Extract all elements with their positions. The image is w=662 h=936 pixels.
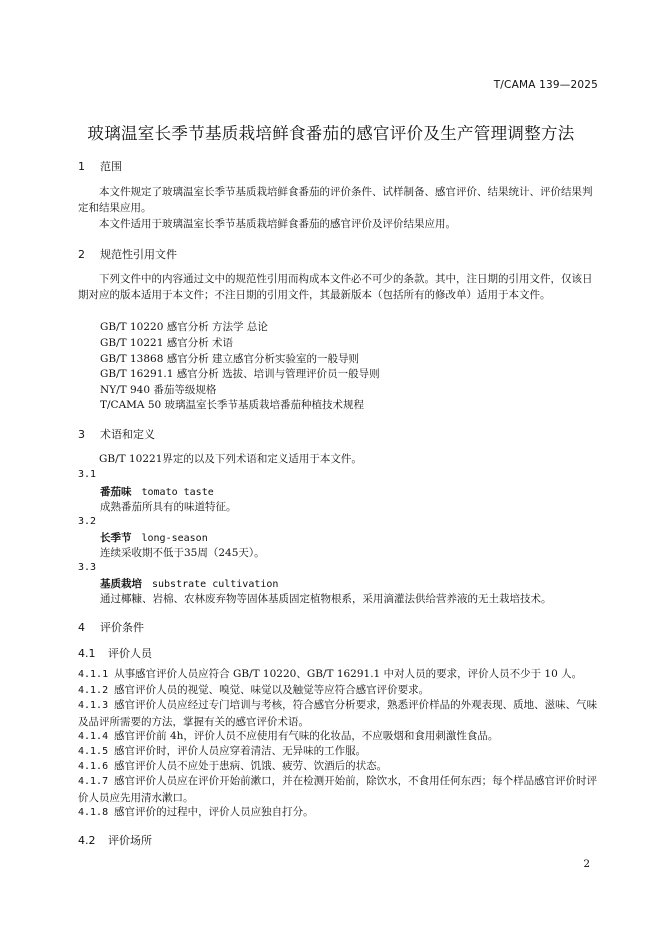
term-definition: 成熟番茄所具有的味道特征。	[100, 501, 237, 513]
term-chinese: 番茄味	[100, 486, 132, 498]
clause-number: 4.1.1	[78, 669, 109, 680]
clause	[78, 666, 602, 683]
reference-item: GB/T 10220 感官分析 方法学 总论	[100, 321, 268, 333]
section-title: 范围	[100, 160, 122, 173]
clause-text: 感官评价人员不应处于患病、饥饿、疲劳、饮酒后的状态。	[114, 760, 388, 772]
subsection-number: 4.1	[78, 647, 96, 660]
subsection-title: 评价场所	[108, 834, 152, 847]
section-2-paragraph-1: 下列文件中的内容通过文中的规范性引用而构成本文件必不可少的条款。其中，注日期的引用文件，仅该日期对应的版本适用于本文件；不注日期的引用文件，其最新版本（包括所有的修改单）适用于本文件。	[78, 273, 593, 301]
term-number: 3.3	[78, 562, 97, 573]
section-1-heading	[78, 158, 122, 174]
clause-number: 4.1.7	[78, 776, 109, 787]
clause	[78, 697, 602, 730]
clause-text: 感官评价人员的视觉、嗅觉、味觉以及触觉等应符合感官评价要求。	[114, 684, 430, 696]
term-number: 3.1	[78, 469, 97, 480]
term-definition: 连续采收期不低于35周（245天）。	[100, 547, 265, 559]
document-title: 玻璃温室长季节基质栽培鲜食番茄的感官评价及生产管理调整方法	[87, 124, 575, 143]
reference-item: GB/T 13868 感官分析 建立感官分析实验室的一般导则	[100, 353, 360, 365]
term-chinese: 基质栽培	[100, 578, 142, 590]
subsection-4-1-heading	[78, 645, 152, 661]
section-title: 规范性引用文件	[100, 248, 177, 261]
term-entry	[100, 484, 214, 499]
term-number: 3.2	[78, 516, 97, 527]
reference-item: GB/T 16291.1 感官分析 选拔、培训与管理评价员一般导则	[100, 368, 380, 380]
clause-number: 4.1.3	[78, 700, 109, 711]
clause-number: 4.1.5	[78, 746, 109, 757]
clause-text: 感官评价前 4h，评价人员不应使用有气味的化妆品，不应吸烟和食用刺激性食品。	[114, 730, 499, 742]
term-entry	[100, 576, 278, 591]
reference-item: NY/T 940 番茄等级规格	[100, 384, 217, 396]
section-3-heading	[78, 426, 155, 442]
section-title: 术语和定义	[100, 428, 155, 441]
section-number: 1	[78, 160, 85, 173]
section-4-heading	[78, 619, 144, 635]
clause-text: 从事感官评价人员应符合 GB/T 10220、GB/T 16291.1 中对人员的要求，评价人员不少于 10 人。	[114, 668, 583, 680]
section-title: 评价条件	[100, 621, 144, 634]
clause-text: 感官评价的过程中，评价人员应独自打分。	[114, 806, 314, 818]
clause	[78, 773, 602, 806]
subsection-title: 评价人员	[108, 647, 152, 660]
clause-text: 感官评价时，评价人员应穿着清洁、无异味的工作服。	[114, 745, 367, 757]
subsection-number: 4.2	[78, 834, 96, 847]
section-number: 4	[78, 621, 85, 634]
term-entry	[100, 530, 208, 545]
term-definition: 通过椰糠、岩棉、农林废弃物等固体基质固定植物根系，采用滴灌法供给营养液的无土栽培技术。	[100, 593, 552, 605]
clause	[78, 804, 602, 821]
section-3-paragraph-1: GB/T 10221界定的以及下列术语和定义适用于本文件。	[99, 453, 362, 465]
reference-item: T/CAMA 50 玻璃温室长季节基质栽培番茄种植技术规程	[100, 399, 365, 411]
clause-number: 4.1.4	[78, 731, 109, 742]
section-number: 2	[78, 248, 85, 261]
clause-number: 4.1.6	[78, 761, 109, 772]
section-2-heading	[78, 246, 177, 262]
section-number: 3	[78, 428, 85, 441]
clause-number: 4.1.2	[78, 685, 109, 696]
standard-number: T/CAMA 139—2025	[493, 79, 598, 91]
page-number: 2	[583, 858, 590, 870]
term-english: tomato taste	[141, 487, 214, 498]
section-1-paragraph-1: 本文件规定了玻璃温室长季节基质栽培鲜食番茄的评价条件、试样制备、感官评价、结果统计、评价结果判定和结果应用。	[78, 186, 593, 214]
term-english: long-season	[141, 533, 208, 544]
subsection-4-2-heading	[78, 832, 152, 848]
term-english: substrate cultivation	[152, 579, 279, 590]
reference-item: GB/T 10221 感官分析 术语	[100, 337, 234, 349]
term-chinese: 长季节	[100, 532, 132, 544]
clause-text: 感官评价人员应在评价开始前漱口，并在检测开始前，除饮水，不食用任何东西；每个样品感官评价时评价人员应先用清水漱口。	[78, 775, 598, 804]
clause-number: 4.1.8	[78, 807, 109, 818]
section-1-paragraph-2: 本文件适用于玻璃温室长季节基质栽培鲜食番茄的感官评价及评价结果应用。	[99, 218, 456, 230]
clause-text: 感官评价人员应经过专门培训与考核，符合感官分析要求，熟悉评价样品的外观表现、质地、滋味、气味及品评所需要的方法，掌握有关的感官评价术语。	[78, 699, 598, 728]
